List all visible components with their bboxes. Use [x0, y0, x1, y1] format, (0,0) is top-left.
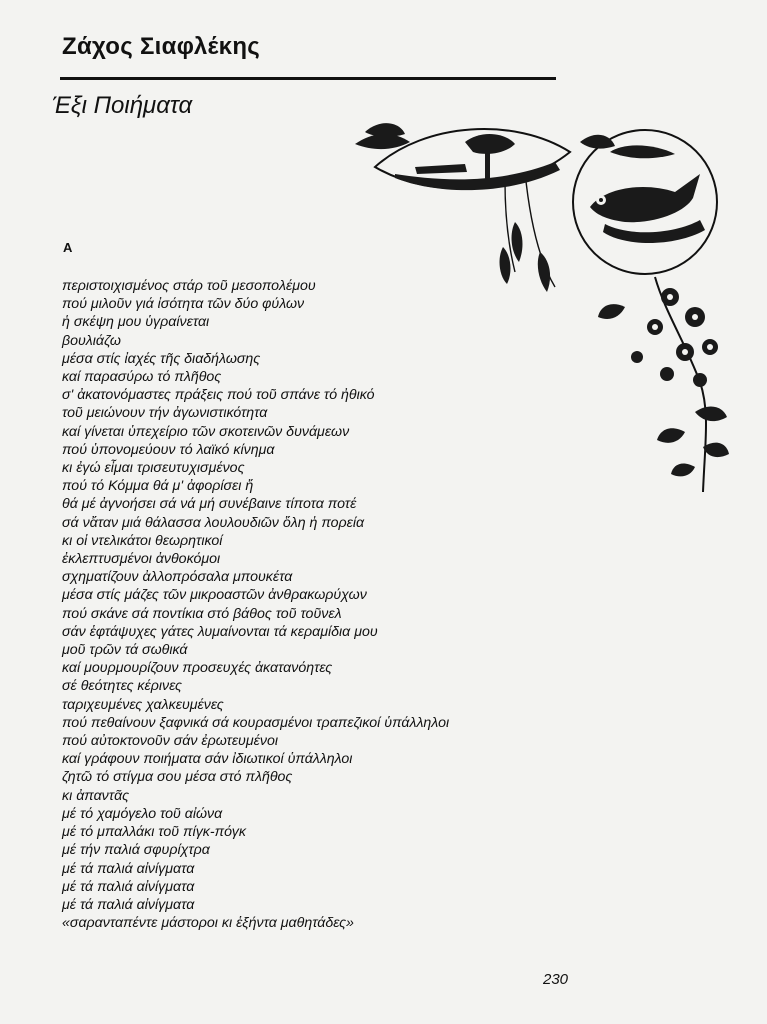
- poem-line: μέ τό μπαλλάκι τοῦ πίγκ-πόγκ: [62, 824, 246, 841]
- poem-line: περιστοιχισμένος στάρ τοῦ μεσοπολέμου: [62, 278, 316, 294]
- poem-line: μέ τήν παλιά σφυρίχτρα: [62, 842, 210, 859]
- poem-line: μέ τά παλιά αἰνίγματα: [62, 896, 195, 913]
- poem-line: μέ τά παλιά αἰνίγματα: [62, 878, 195, 895]
- poem-line: κι ἐγώ εἶμαι τρισευτυχισμένος: [62, 460, 245, 477]
- poem-line: καί μουρμουρίζουν προσευχές ἀκατανόητες: [62, 660, 333, 677]
- poem-line: καί γίνεται ὑπεχείριο τῶν σκοτεινῶν δυνάμεων: [62, 423, 350, 440]
- poem-line: «σαρανταπέντε μάστοροι κι ἑξήντα μαθητάδες»: [62, 915, 354, 932]
- poem-line: σάν ἑφτάψυχες γάτες λυμαίνονται τά κεραμίδια μου: [62, 623, 378, 640]
- poem-line: ταριχευμένες χαλκευμένες: [62, 696, 224, 713]
- poem-collection-title: Έξι Ποιήματα: [52, 92, 193, 119]
- poem-line: πού μιλοῦν γιά ἰσότητα τῶν δύο φύλων: [62, 296, 305, 313]
- section-label: Α: [63, 240, 73, 255]
- poem-line: ἡ σκέψη μου ὑγραίνεται: [62, 314, 210, 331]
- poem-line: μοῦ τρῶν τά σωθικά: [62, 642, 188, 659]
- page-number: 230: [543, 971, 569, 988]
- poem-line: βουλιάζω: [62, 332, 121, 349]
- poem-line: σ' ἀκατονόμαστες πράξεις πού τοῦ σπάνε τό ἠθικό: [62, 387, 375, 404]
- poem-line: μέσα στίς μάζες τῶν μικροαστῶν ἀνθρακωρύχων: [62, 587, 367, 604]
- poem-text: [62, 277, 449, 932]
- poem-line: πού τό Κόμμα θά μ' ἀφορίσει ἤ: [62, 478, 254, 495]
- poem-line: μέ τό χαμόγελο τοῦ αἰώνα: [62, 805, 223, 822]
- poem-line: κι οἱ ντελικάτοι θεωρητικοί: [62, 532, 223, 549]
- poem-line: πού σκάνε σά ποντίκια στό βάθος τοῦ τοῦνελ: [62, 605, 342, 622]
- author-name: Ζάχος Σιαφλέκης: [62, 33, 261, 60]
- poem-line: κι ἀπαντᾶς: [62, 787, 130, 804]
- poem-line: τοῦ μειώνουν τήν ἀγωνιστικότητα: [62, 405, 268, 422]
- poem-line: μέσα στίς ἰαχές τῆς διαδήλωσης: [62, 350, 261, 367]
- poem-line: σέ θεότητες κέρινες: [62, 678, 182, 695]
- poem-line: θά μέ ἀγνοήσει σά νά μή συνέβαινε τίποτα ποτέ: [62, 496, 357, 513]
- poem-line: καί γράφουν ποιήματα σάν ἰδιωτικοί ὑπάλληλοι: [62, 751, 353, 768]
- poem-line: ἐκλεπτυσμένοι ἀνθοκόμοι: [62, 551, 221, 568]
- poem-line: μέ τά παλιά αἰνίγματα: [62, 860, 195, 877]
- header-rule: [60, 77, 556, 80]
- poem-line: πού αὐτοκτονοῦν σάν ἐρωτευμένοι: [62, 733, 278, 750]
- poem-line: σά νἄταν μιά θάλασσα λουλουδιῶν ὅλη ἡ πορεία: [62, 514, 365, 531]
- poem-line: πού πεθαίνουν ξαφνικά σά κουρασμένοι τραπεζικοί ὑπάλληλοι: [62, 714, 450, 731]
- poem-line: πού ὑπονομεύουν τό λαϊκό κίνημα: [62, 441, 275, 458]
- poem-line: σχηματίζουν ἀλλοπρόσαλα μπουκέτα: [62, 569, 293, 586]
- poem-line: καί παρασύρω τό πλῆθος: [62, 369, 222, 386]
- poem-line: ζητῶ τό στίγμα σου μέσα στό πλῆθος: [62, 769, 293, 786]
